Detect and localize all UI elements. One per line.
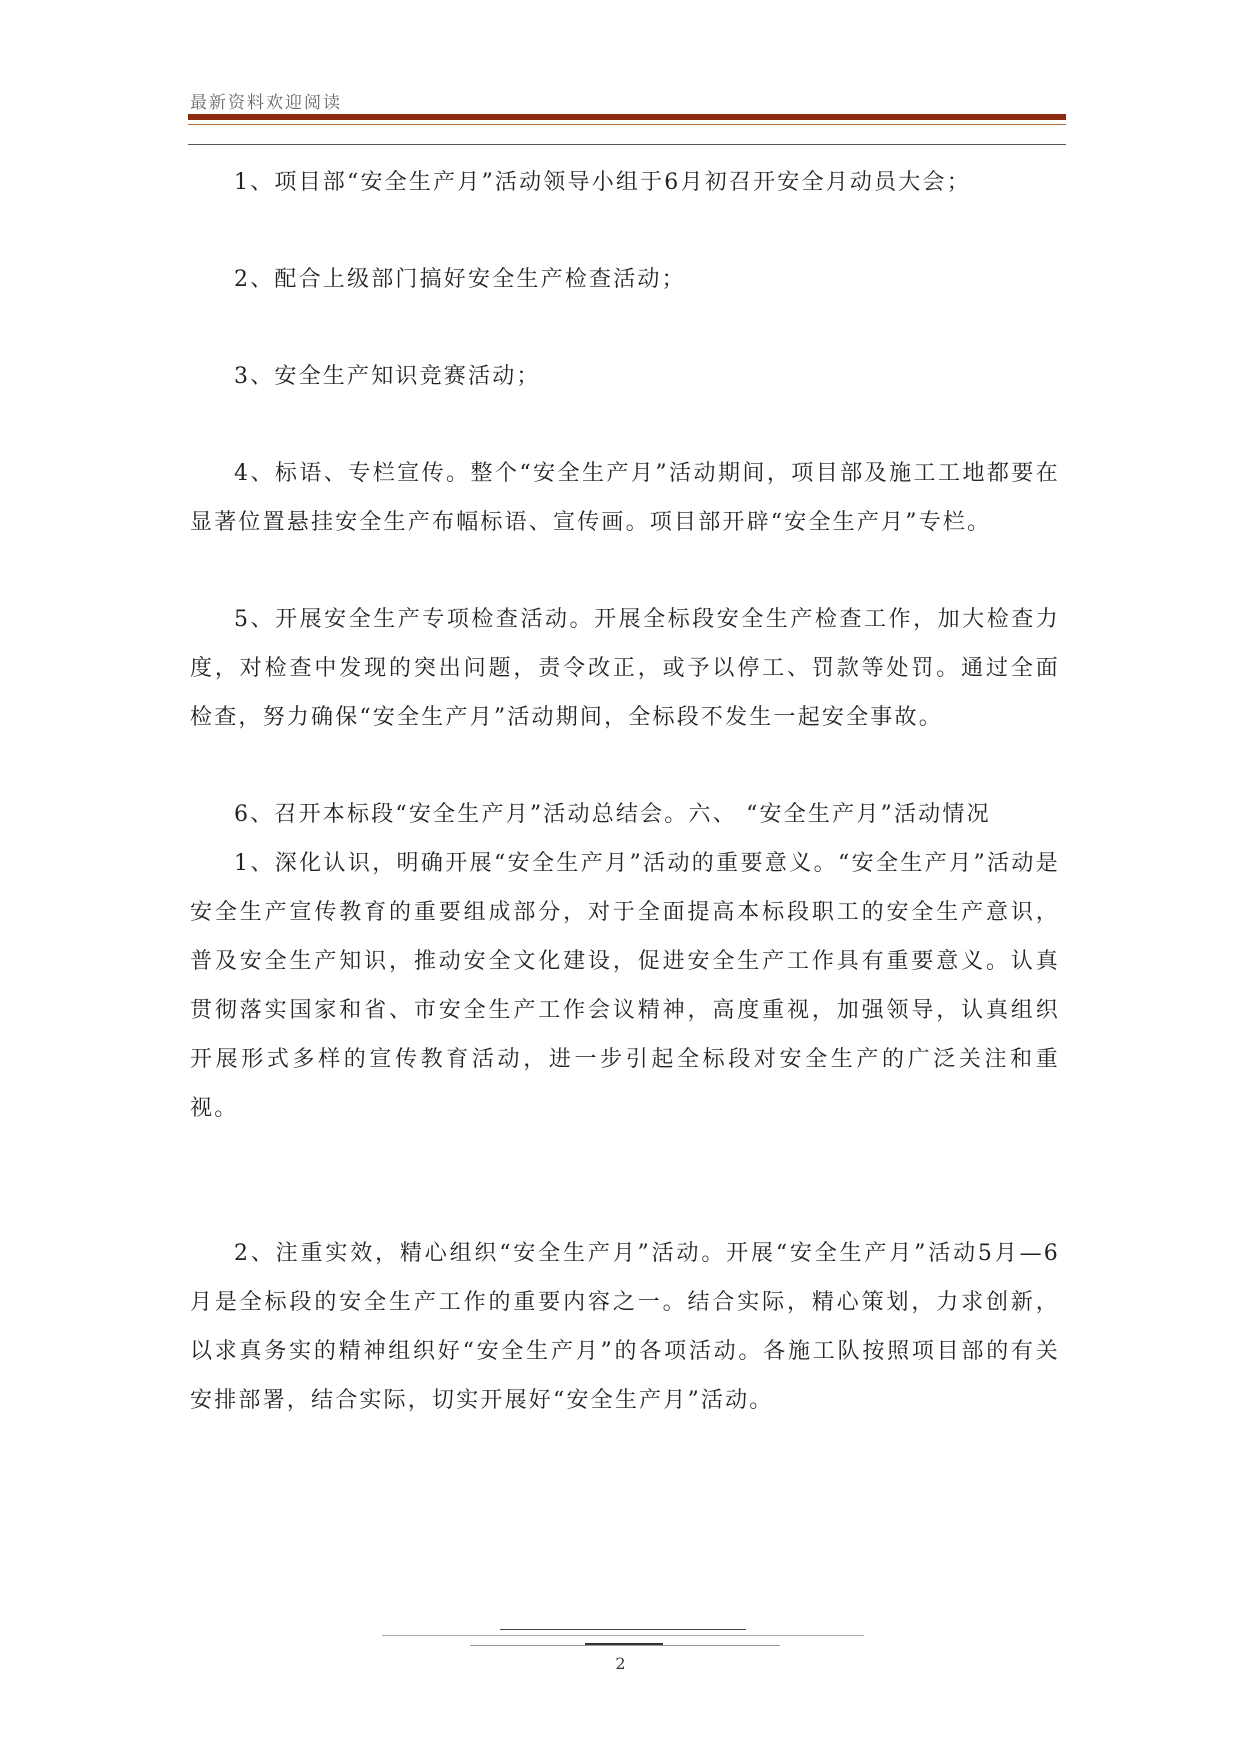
spacer [190,742,1060,790]
paragraph-1: 1、项目部“安全生产月”活动领导小组于6月初召开安全月动员大会； [234,170,971,195]
document-body [190,158,1060,1425]
header-rule-lower [188,144,1066,145]
paragraph-6: 6、召开本标段“安全生产月”活动总结会。六、 “安全生产月”活动情况 [234,802,991,827]
footer-rule-middle [382,1635,864,1636]
paragraph-4: 4、标语、专栏宣传。整个“安全生产月”活动期间，项目部及施工工地都要在显著位置悬挂安全生产布幅标语、宣传画。项目部开辟“安全生产月”专栏。 [190,461,1060,535]
paragraph-3: 3、安全生产知识竞赛活动； [234,364,541,389]
page-number: 2 [615,1654,626,1673]
spacer [190,1133,1060,1229]
footer-rule-bottom [470,1645,780,1646]
header-text: 最新资料欢迎阅读 [190,93,342,113]
paragraph-5: 5、开展安全生产专项检查活动。开展全标段安全生产检查工作，加大检查力度，对检查中发现的突出问题，责令改正，或予以停工、罚款等处罚。通过全面检查，努力确保“安全生产月”活动期间，全标段不发生一起安全事故。 [190,607,1060,730]
spacer [190,207,1060,255]
header-rule-thick [188,114,1066,120]
spacer [190,547,1060,595]
footer-rule-top [500,1629,746,1630]
paragraph-2: 2、配合上级部门搞好安全生产检查活动； [234,267,686,292]
header-rule-thin [188,124,1066,125]
spacer [190,401,1060,449]
spacer [190,304,1060,352]
paragraph-8: 2、注重实效，精心组织“安全生产月”活动。开展“安全生产月”活动5月—6月是全标段的安全生产工作的重要内容之一。结合实际，精心策划，力求创新，以求真务实的精神组织好“安全生产月”的各项活动。各施工队按照项目部的有关安排部署，结合实际，切实开展好“安全生产月”活动。 [190,1241,1060,1413]
paragraph-7: 1、深化认识，明确开展“安全生产月”活动的重要意义。“安全生产月”活动是安全生产宣传教育的重要组成部分，对于全面提高本标段职工的安全生产意识，普及安全生产知识，推动安全文化建设，促进安全生产工作具有重要意义。认真贯彻落实国家和省、市安全生产工作会议精神，高度重视，加强领导，认真组织开展形式多样的宣传教育活动，进一步引起全标段对安全生产的广泛关注和重视。 [190,851,1060,1121]
